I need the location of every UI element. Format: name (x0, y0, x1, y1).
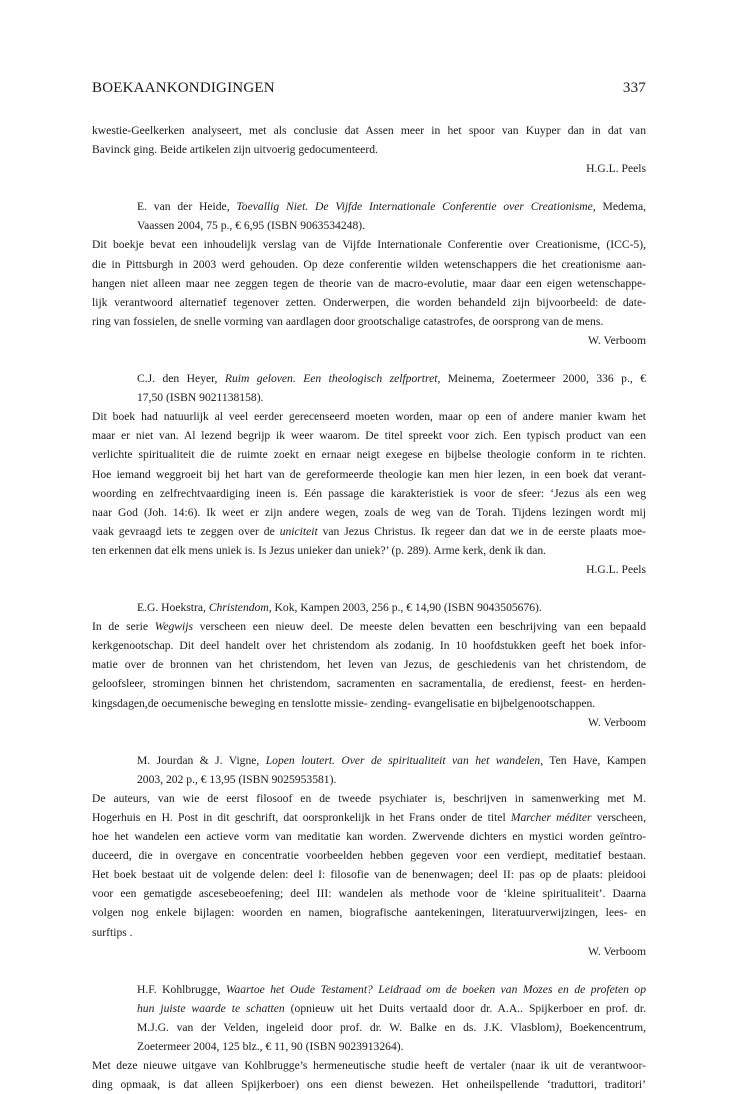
text-segment: Ten Have, Kampen (543, 753, 646, 767)
text-line (92, 1056, 646, 1075)
text-line (92, 846, 646, 865)
bibliographic-heading (92, 980, 646, 1056)
text-segment: geloofsleer, stromingen binnen het christendom, sacramenten en sacramentalia, de eredienst, feest- en herden- (92, 677, 646, 691)
book-entry (92, 751, 646, 961)
text-segment: ten erkennen dat elk mens uniek is. Is Jezus unieker dan uniek?’ (p. 289). Arme kerk, denk ik dan. (92, 543, 547, 557)
text-segment: Dit boek had natuurlijk al veel eerder gerecenseerd moeten worden, maar op een of andere manier kwam het (92, 410, 646, 424)
text-segment: M. Jourdan & J. Vigne, (137, 753, 266, 767)
text-segment: , Medema, (592, 200, 646, 214)
text-segment: De auteurs, van wie de eerst filosoof en de tweede psychiater is, beschrijven in samenwerking met M. (92, 791, 646, 805)
text-line (92, 503, 646, 522)
text-segment: duceerd, die in overgave en concentratie voorbeelden hebben gegeven voor een verdiept, meditatief bestaan. (92, 849, 646, 863)
text-segment: die in Pittsburgh in 2003 werd gehouden. Op deze conferentie wilden wetenschappers die het creationisme aan- (92, 257, 646, 271)
text-segment: Het boek bestaat uit de volgende delen: deel I: filosofie van de benenwagen; deel II: pas op de plaats: pleidooi (92, 868, 646, 882)
text-line (92, 865, 646, 884)
text-segment: maar er niet van. Al lezend begrijp ik weer waarom. De titel spreekt voor zich. Een typisch product van een (92, 429, 646, 443)
text-line (92, 903, 646, 922)
text-segment: , Boekencentrum, (559, 1020, 646, 1034)
text-line (92, 636, 646, 655)
bibliographic-heading (92, 197, 646, 235)
opening-paragraph (92, 121, 646, 159)
text-segment: E. van der Heide, (137, 200, 237, 214)
text-segment: Zoetermeer 2004, 125 blz., € 11, 90 (ISBN 9023913264). (137, 1040, 404, 1054)
italic-text: Ruim geloven. Een theologisch zelfportret, (224, 372, 441, 386)
text-segment: H.F. Kohlbrugge, (137, 982, 226, 996)
book-entry (92, 598, 646, 732)
heading-line (137, 980, 646, 999)
entry-spacer (92, 579, 646, 598)
text-segment: Meinema, Zoetermeer 2000, 336 p., € (440, 372, 647, 386)
text-line (92, 674, 646, 693)
text-line (92, 694, 646, 713)
text-segment: Kok, Kampen 2003, 256 p., € 14,90 (ISBN 9043505676). (271, 601, 542, 615)
text-segment: lijk verantwoord alternatief tegenover zetten. Onderwerpen, die worden behandeld zijn bijvoorbeeld: de date- (92, 295, 646, 309)
text-segment: hangen niet alleen maar nee zeggen tegen de theorie van de macro-evolutie, maar daar een eigen wetenschappe- (92, 276, 646, 290)
book-entry (92, 369, 646, 579)
text-line (92, 655, 646, 674)
heading-line (137, 751, 646, 770)
text-segment: van Jezus Christus. Ik regeer dan dat we in de eerste plaats moe- (317, 524, 646, 538)
text-segment: Hoe iemand weggroeit bij het hart van de gereformeerde theologie kan men hier lezen, in een boek dat verant- (92, 467, 646, 481)
text-segment: volgen nog enkele bijlagen: woorden en namen, biografische aantekeningen, literatuurverwijzingen, lees- en (92, 906, 646, 920)
italic-text: uniciteit (279, 524, 318, 538)
text-segment: Vaassen 2004, 75 p., € 6,95 (ISBN 9063534248). (137, 219, 365, 233)
review-body (92, 617, 646, 712)
text-segment: verscheen, (591, 811, 646, 824)
review-body (92, 789, 646, 942)
text-line (92, 445, 646, 464)
text-segment: In de serie (92, 620, 155, 634)
heading-line (137, 1037, 646, 1056)
text-line (92, 923, 646, 942)
text-line (92, 541, 646, 560)
text-line (92, 789, 646, 808)
text-segment: ding opmaak, is dat alleen Spijkerboer) ons een dienst bewezen. Het onheilspellende ‘traduttori, traditori’ (92, 1078, 646, 1092)
signature: W. Verboom (588, 944, 646, 958)
italic-text: hun juiste waarde te schatten (137, 1001, 285, 1015)
text-line (92, 617, 646, 636)
page-number: 337 (622, 80, 646, 96)
text-segment: woording en zelfrechtvaardiging ineen is. Eén passage die karakteristiek is voor de sfeer: ‘Jezus als een weg (92, 486, 646, 500)
heading-line (137, 197, 646, 216)
italic-text: Waartoe het Oude Testament? Leidraad om de boeken van Mozes en de profeten op (225, 982, 647, 996)
entry-spacer (92, 350, 646, 369)
text-line (92, 255, 646, 274)
entry-spacer (92, 961, 646, 980)
text-line (92, 884, 646, 903)
text-segment: verscheen een nieuw deel. De meeste delen bevatten een beschrijving van een bepaald (192, 620, 646, 634)
text-segment: matie over de bronnen van het christendom, het leven van Jezus, de geschiedenis van het christendom, de (92, 658, 646, 672)
text-segment: (opnieuw uit het Duits vertaald door dr. A.A.. Spijkerboer en prof. dr. (284, 1001, 646, 1015)
heading-line (137, 369, 646, 388)
text-segment: kerkgenootschap. Dit deel handelt over het christendom als zodanig. In 10 hoofdstukken geeft het boek infor- (92, 639, 646, 653)
text-segment: surftips . (92, 925, 133, 939)
bibliographic-heading (92, 751, 646, 789)
review-body (92, 407, 646, 560)
italic-text: Lopen loutert. Over de spiritualiteit van het wandelen, (265, 753, 544, 767)
text-line (92, 407, 646, 426)
text-segment: Hogerhuis en H. Post in dit geschrift, dat oorspronkelijk in het Frans onder de titel (92, 811, 511, 824)
text-segment: vaak gevraagd iets te zeggen over de (92, 524, 280, 538)
text-line (92, 235, 646, 254)
text-line (92, 827, 646, 846)
italic-text: Marcher méditer (510, 811, 592, 824)
signature: H.G.L. Peels (586, 562, 646, 576)
heading-line (137, 388, 646, 407)
text-line: kwestie-Geelkerken analyseert, met als conclusie dat Assen meer in het spoor van Kuyper dan in dat van (92, 124, 646, 137)
heading-line (137, 999, 646, 1018)
italic-text: Toevallig Niet. De Vijfde Internationale Conferentie over Creationisme (236, 200, 593, 214)
text-line (92, 1075, 646, 1094)
heading-line (137, 770, 646, 789)
book-announcements (92, 178, 646, 1094)
text-line (92, 522, 646, 541)
text-segment: M.J.G. van der Velden, ingeleid door prof. dr. W. Balke en ds. J.K. Vlasblom (137, 1020, 556, 1034)
text-line (92, 484, 646, 503)
text-segment: voor een gematigde ascesebeoefening; deel III: wandelen als methode voor de ‘kleine spiritualiteit’. Daarna (92, 887, 646, 901)
text-line (92, 808, 646, 827)
running-header (92, 78, 646, 98)
text-line (92, 274, 646, 293)
entry-spacer (92, 178, 646, 197)
text-segment: hoe het wandelen een actieve vorm van meditatie kan worden. Zwervende dichters en mystici worden geïntro- (92, 830, 646, 844)
book-entry (92, 197, 646, 350)
italic-text: Christendom, (208, 601, 272, 615)
text-segment: 2003, 202 p., € 13,95 (ISBN 9025953581). (137, 772, 337, 786)
text-segment: E.G. Hoekstra, (137, 601, 209, 615)
text-segment: kingsdagen,de oecumenische beweging en tenslotte missie- zending- evangelisatie en bijbelgenootschappen. (92, 696, 596, 710)
heading-line (137, 598, 646, 617)
text-line (92, 312, 646, 331)
text-segment: ring van fossielen, de snelle vorming van aardlagen door grootschalige catastrofes, de oorsprong van de mens. (92, 314, 604, 328)
italic-text: Wegwijs (154, 620, 193, 634)
text-line (92, 465, 646, 484)
text-segment: Met deze nieuwe uitgave van Kohlbrugge’s hermeneutische studie heeft de vertaler (naar ik uit de verantwoor- (92, 1059, 646, 1073)
heading-line (137, 216, 646, 235)
text-segment: verlichte spiritualiteit die de ruimte zoekt en ernaar neigt exegese en bijbelse theologie conform in te richten. (92, 448, 646, 462)
text-segment: naar God (Joh. 14:6). Ik weet er zijn andere wegen, zoals de weg van de Torah. Tijdens lezingen wordt mij (92, 505, 646, 519)
text-line (92, 426, 646, 445)
text-line: Bavinck ging. Beide artikelen zijn uitvoerig gedocumenteerd. (92, 143, 378, 157)
text-segment: C.J. den Heyer, (137, 372, 225, 386)
book-entry (92, 980, 646, 1094)
review-body (92, 1056, 646, 1094)
entry-spacer (92, 732, 646, 751)
signature: W. Verboom (588, 715, 646, 729)
review-body (92, 235, 646, 330)
text-segment: Dit boekje bevat een inhoudelijk verslag van de Vijfde Internationale Conferentie over Creationisme, (ICC-5), (92, 238, 646, 252)
signature: W. Verboom (588, 333, 646, 347)
heading-line (137, 1018, 646, 1037)
italic-text: ) (555, 1020, 560, 1034)
running-title: BOEKAANKONDIGINGEN (92, 80, 275, 96)
text-line (92, 293, 646, 312)
bibliographic-heading (92, 598, 646, 617)
bibliographic-heading (92, 369, 646, 407)
signature: H.G.L. Peels (586, 162, 646, 176)
text-segment: 17,50 (ISBN 9021138158). (137, 391, 264, 405)
